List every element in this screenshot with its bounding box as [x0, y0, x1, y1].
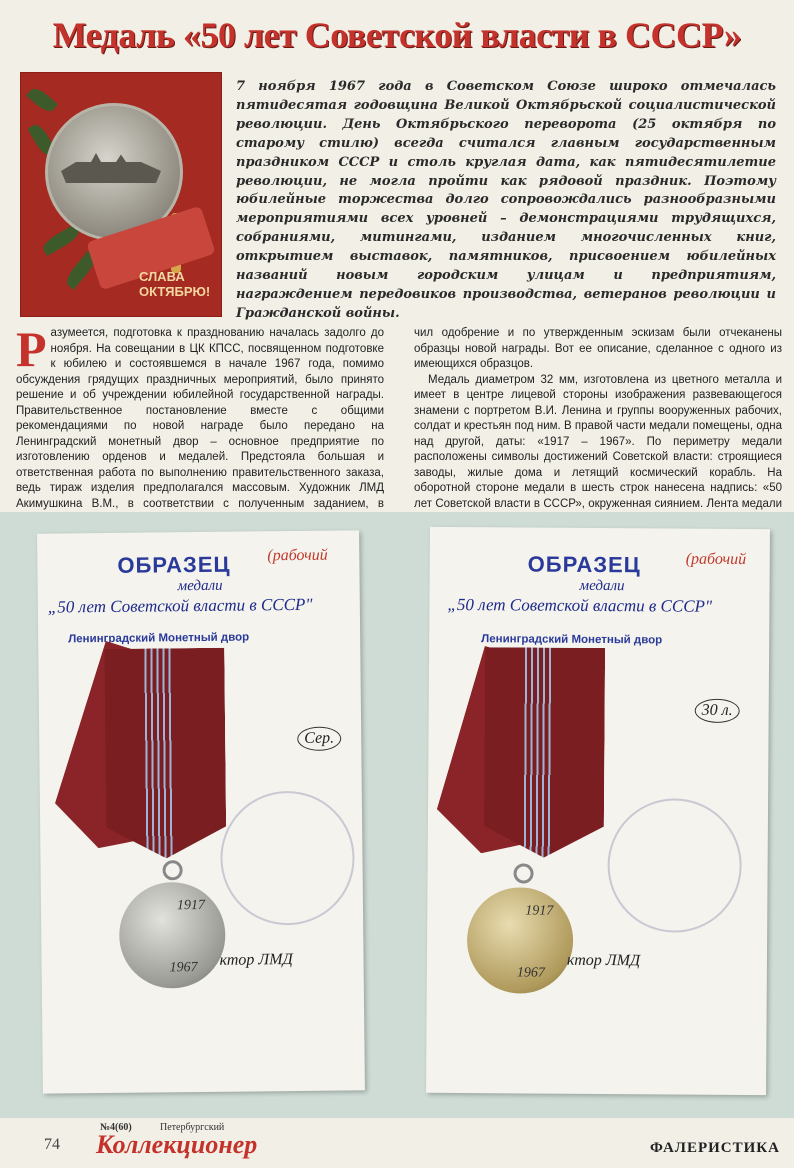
body-text: азумеется, подготовка к празднованию началась задолго до ноября. На совещании в ЦК КПСС, посвященном подготовке к юбилею и состоявшемся в начале 1967 года, помимо обсуждения грядущих праздничных мероприятий, было принято решение и об учреждении юбилейной государственной награды. Правительственное постановление вместе с общими рекомендациями по новой награде было передано на Ленинградский монетный двор – основное предприятие по изготовлению орденов и медалей. Предстояла большая и ответственная работа по выполнению правительственного заказа, ведь тираж изделия предполагался массовым. Художник ЛМД Акимушкина В.М., в соответствии с полученным заданием, в [16, 327, 384, 510]
handwritten-line: медали [579, 577, 625, 595]
stamp-title: ОБРАЗЕЦ [527, 551, 641, 578]
handwritten-line: „50 лет Советской власти в СССР" [447, 594, 713, 616]
medal-year: 1917 [176, 897, 206, 914]
slogan-line: СЛАВА [139, 269, 185, 284]
section-title: ФАЛЕРИСТИКА [650, 1140, 780, 1156]
body-column-right [414, 326, 782, 543]
handwritten-line: „50 лет Советской власти в СССР" [47, 594, 313, 617]
magazine-city: Петербургский [160, 1122, 225, 1133]
page-number: 74 [44, 1136, 60, 1153]
ribbon [484, 647, 605, 858]
handwritten-line: медали [177, 577, 223, 595]
body-column-left [16, 321, 384, 543]
intro-paragraph [236, 78, 776, 324]
laurel-leaf [26, 85, 58, 115]
page-footer [0, 1118, 794, 1168]
drop-cap: Р [16, 321, 47, 377]
medal-photo [0, 512, 794, 1118]
intro-text: 7 ноября 1967 года в Советском Союзе широко отмечалась пятидесятая годовщина Великой Октябрьской социалистической революции. День Октябрьского переворота (25 октября по старому стилю) всегда считался главным государственным праздником СССР и столь круглая дата, как пятидесятилетие революции, не могла пройти как рядовой праздник. Поэтому юбилейные торжества долго сопровождались разнообразными мероприятиями всех уровней – демонстрациями трудящихся, собраниями, митингами, изданием многочисленных книг, открытием выставок, памятников, присвоением юбилейных названий новым городским улицам и предприятиям, награждением передовиков производства, ветеранов революции и Гражданской войны. [236, 79, 776, 321]
medal-gold [467, 887, 574, 994]
issue-number: №4(60) [100, 1122, 132, 1133]
medal-silver [119, 882, 226, 989]
side-note: 30 л. [695, 699, 740, 723]
medal-ring [163, 860, 183, 880]
signature: ктор ЛМД [566, 951, 641, 970]
slogan-line: ОКТЯБРЮ! [139, 284, 211, 299]
side-note: Сер. [297, 727, 341, 751]
handwritten-note: (рабочий [685, 550, 747, 569]
stamp-title: ОБРАЗЕЦ [117, 551, 231, 578]
medal-year: 1967 [516, 965, 545, 981]
medal-year: 1917 [525, 903, 554, 919]
medal-year: 1967 [169, 960, 198, 976]
round-stamp [607, 798, 742, 933]
medal-ring [513, 863, 533, 883]
postcard-slogan [139, 269, 219, 299]
handwritten-note: (рабочий [267, 546, 328, 565]
page-title: Медаль «50 лет Советской власти в СССР» [52, 15, 742, 55]
sample-card-left [37, 530, 365, 1093]
postcard-image [20, 72, 222, 317]
mint-stamp: Ленинградский Монетный двор [481, 633, 663, 647]
ribbon [104, 648, 226, 859]
signature: ктор ЛМД [219, 951, 293, 969]
round-stamp [220, 790, 355, 925]
magazine-logo: Коллекционер [96, 1130, 258, 1159]
body-text: чил одобрение и по утвержденным эскизам были отчеканены образцы новой награды. Вот ее описание, сделанное с одного из имеющихся образцов. [414, 327, 782, 370]
sample-card-right [426, 527, 770, 1095]
mint-stamp: Ленинградский Монетный двор [68, 631, 250, 646]
body-text: Медаль диаметром 32 мм, изготовлена из цветного металла и имеет в центре лицевой стороны изображения развевающегося знамени с портретом В.И. Ленина и группы вооруженных рабочих, солдат и крестьян под ним. В правой части медали помещены, одна над другой, даты: «1917 – 1967». По периметру медали расположены символы достижений Советской власти: строящиеся заводы, жилые дома и летящий космический корабль. На оборотной стороне медали в шесть строк нанесена надпись: «50 лет Советской власти в СССР», окруженная сиянием. Лента медали [414, 373, 782, 510]
